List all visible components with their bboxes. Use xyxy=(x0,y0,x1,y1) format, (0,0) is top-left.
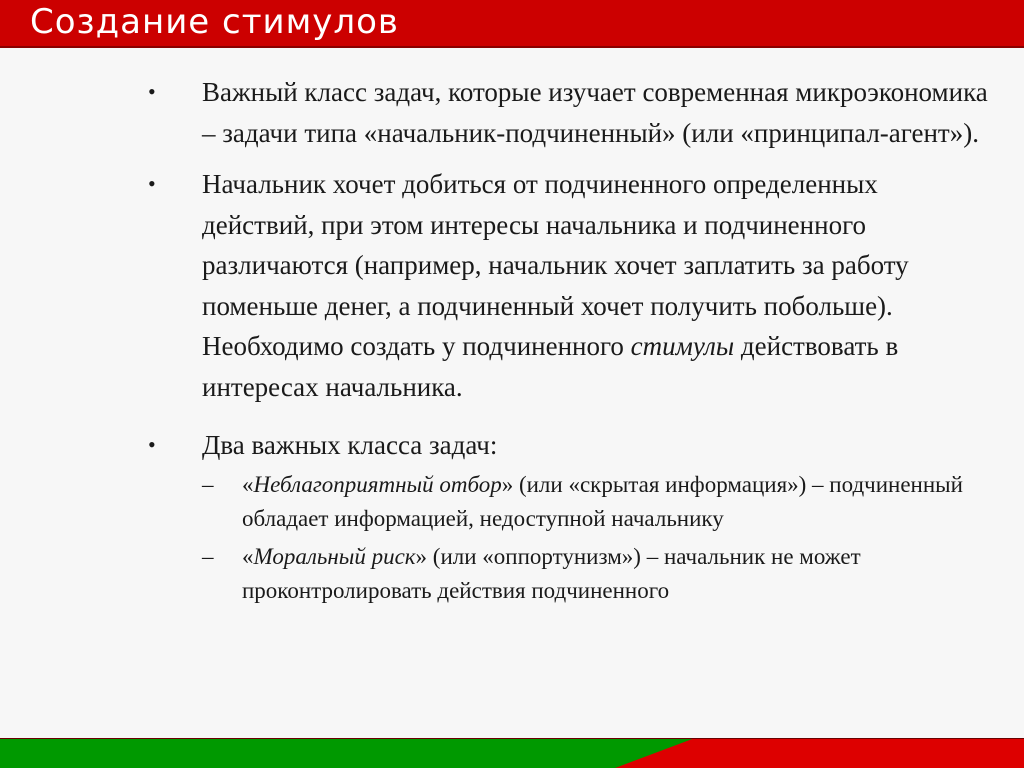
sub-quote-open: « xyxy=(242,471,254,497)
bullet-emphasis: стимулы xyxy=(630,331,735,361)
footer-band xyxy=(0,738,1024,768)
bullet-marker: • xyxy=(148,171,156,196)
bullet-item xyxy=(148,72,992,153)
bullet-text: Два важных класса задач: xyxy=(202,430,498,460)
sub-bullet-text: » (или «скрытая информация») – подчиненный обладает информацией, недоступной начальнику xyxy=(242,471,963,531)
sub-bullet-item xyxy=(202,468,972,536)
dash-marker: – xyxy=(202,543,214,569)
bullet-marker: • xyxy=(148,79,156,104)
sub-quote-open: « xyxy=(242,543,254,569)
bullet-text-continued: действовать в интересах начальника. xyxy=(202,331,899,402)
slide-title: Создание стимулов xyxy=(30,2,399,42)
sub-bullet-emphasis: Моральный риск xyxy=(253,543,416,569)
title-bar xyxy=(0,0,1024,48)
bullet-item xyxy=(148,164,992,407)
slide-content xyxy=(0,72,1024,608)
sub-bullet-text: » (или «оппортунизм») – начальник не может проконтролировать действия подчиненного xyxy=(242,543,861,603)
dash-marker: – xyxy=(202,471,214,497)
sub-bullet-emphasis: Неблагоприятный отбор xyxy=(253,471,502,497)
bullet-marker: • xyxy=(148,432,156,457)
bullet-text: Важный класс задач, которые изучает современная микроэкономика – задачи типа «начальник-подчиненный» (или «принципал-агент»). xyxy=(202,77,988,148)
footer-green-band xyxy=(0,738,695,768)
bullet-item xyxy=(148,425,992,466)
sub-bullet-item xyxy=(202,540,972,608)
bullet-text: Начальник хочет добиться от подчиненного определенных действий, при этом интересы начальника и подчиненного различаются (например, начальник хочет заплатить за работу поменьше денег, а подчиненный хочет получить побольше). Необходимо создать у подчиненного xyxy=(202,169,909,361)
